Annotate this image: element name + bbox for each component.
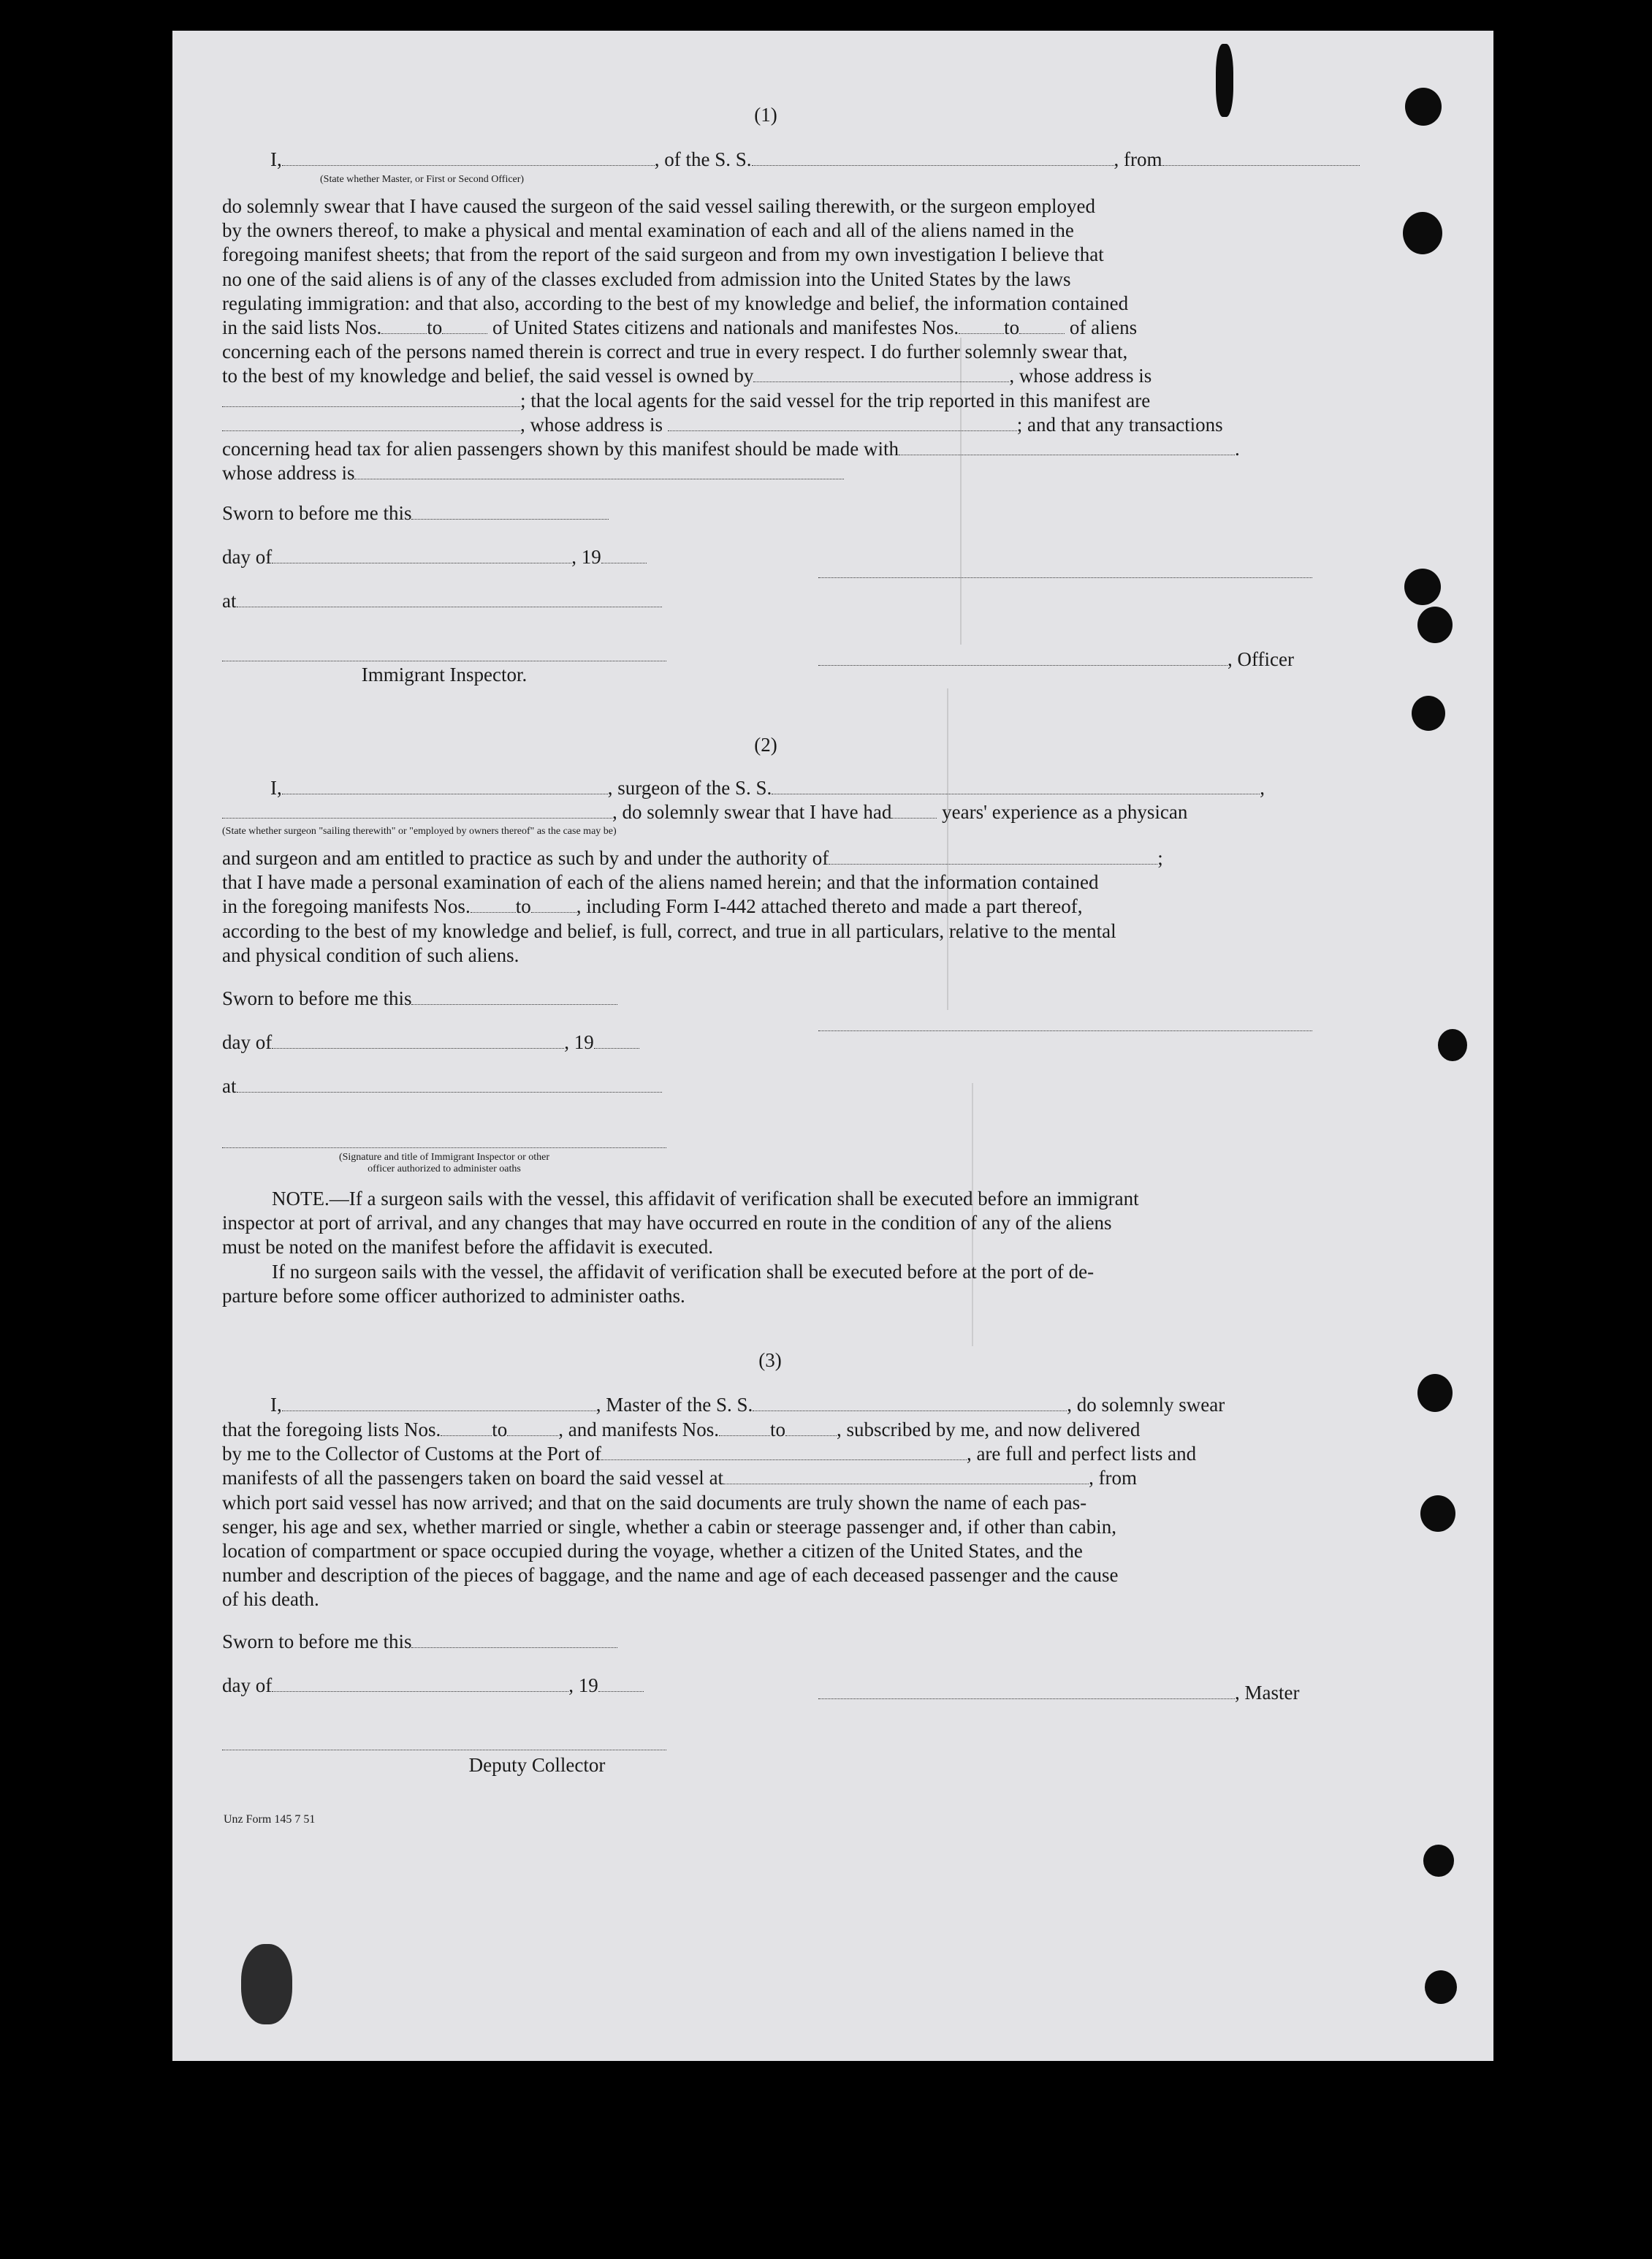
- text-line: by me to the Collector of Customs at the Port of , are full and perfect lists and: [222, 1443, 1197, 1465]
- day-of-line: day of , 19: [222, 545, 647, 569]
- authority-field[interactable]: [829, 848, 1157, 865]
- signature-note: (Signature and title of Immigrant Inspector or other officer authorized to administer oaths: [338, 1152, 550, 1174]
- punch-hole: [1412, 696, 1445, 731]
- text-line: concerning head tax for alien passengers shown by this manifest should be made with .: [222, 438, 1240, 460]
- text-line: , whose address is ; and that any transactions: [222, 413, 1312, 437]
- day-of-line: day of , 19: [222, 1674, 644, 1697]
- deputy-collector-title: Deputy Collector: [468, 1754, 606, 1776]
- label: , from: [1114, 148, 1162, 170]
- note-line: inspector at port of arrival, and any changes that may have occurred en route in the condition of any of the aliens: [222, 1212, 1112, 1234]
- text-line: manifests of all the passengers taken on board the said vessel at , from: [222, 1467, 1138, 1489]
- surgeon-note: (State whether surgeon "sailing therewith" or "employed by owners thereof" as the case may be): [222, 826, 617, 837]
- punch-hole: [1417, 1374, 1453, 1412]
- label: , of the S. S.: [654, 148, 752, 170]
- lists-to-field[interactable]: [507, 1419, 558, 1436]
- section-3-number: (3): [758, 1349, 782, 1371]
- text-line: do solemnly swear that I have caused the surgeon of the said vessel sailing therewith, or the surgeon employed: [222, 195, 1095, 217]
- ink-smudge: [241, 1944, 292, 2024]
- text-line: by the owners thereof, to make a physical and mental examination of each and all of the aliens named in the: [222, 219, 1074, 242]
- manifests-from-field[interactable]: [959, 317, 1004, 334]
- text-line: in the foregoing manifests Nos. to , including Form I-442 attached thereto and made a part thereof,: [222, 895, 1083, 918]
- sworn-line: Sworn to before me this: [222, 987, 617, 1010]
- officer-name-field[interactable]: [282, 149, 655, 166]
- punch-hole: [1423, 1845, 1454, 1877]
- text-line: to the best of my knowledge and belief, the said vessel is owned by , whose address is: [222, 365, 1152, 387]
- text-line: no one of the said aliens is of any of the classes excluded from admission into the United States by the laws: [222, 267, 1071, 290]
- at-place-field[interactable]: [237, 1076, 662, 1093]
- punch-hole: [1403, 212, 1442, 254]
- punch-hole: [1420, 1495, 1455, 1532]
- vessel-name-field[interactable]: [752, 149, 1114, 166]
- text-line: concerning each of the persons named therein is correct and true in every respect. I do further solemnly swear that,: [222, 341, 1128, 363]
- section-3-line-1: I, , Master of the S. S. , do solemnly swear: [270, 1394, 1225, 1416]
- text-line: in the said lists Nos. to of United States citizens and nationals and manifestes Nos. to of aliens: [222, 316, 1138, 339]
- manifests-to-field[interactable]: [785, 1419, 837, 1436]
- master-signature-field[interactable]: [818, 1682, 1235, 1699]
- owner-address-field[interactable]: [222, 390, 520, 407]
- note-line: must be noted on the manifest before the affidavit is executed.: [222, 1236, 714, 1258]
- at-line: at: [222, 589, 662, 612]
- manifests-from-field[interactable]: [719, 1419, 770, 1436]
- section-1-number: (1): [754, 104, 777, 126]
- year-field[interactable]: [598, 1675, 644, 1692]
- text-line: which port said vessel has now arrived; and that on the said documents are truly shown the name of each pas-: [222, 1491, 1087, 1514]
- inspector-signature-line[interactable]: [222, 1147, 666, 1148]
- manifest-from-field[interactable]: [471, 896, 516, 913]
- contact-address-field[interactable]: [354, 463, 844, 479]
- surgeon-signature-line[interactable]: [818, 1030, 1312, 1031]
- month-field[interactable]: [272, 1675, 568, 1692]
- month-field[interactable]: [272, 1032, 564, 1049]
- text-line: senger, his age and sex, whether married or single, whether a cabin or steerage passenger and, if other than cabin,: [222, 1515, 1116, 1538]
- surgeon-name-field[interactable]: [282, 778, 608, 794]
- section-2-number: (2): [754, 734, 777, 756]
- head-tax-contact-field[interactable]: [899, 438, 1235, 455]
- manifests-to-field[interactable]: [1019, 317, 1065, 334]
- master-vessel-field[interactable]: [753, 1394, 1067, 1411]
- sworn-day-field[interactable]: [411, 988, 617, 1005]
- punch-hole: [1438, 1029, 1467, 1061]
- punch-hole: [1417, 607, 1453, 643]
- sworn-day-field[interactable]: [411, 1631, 617, 1648]
- section-3-body: [222, 1418, 1312, 1612]
- section-1-line-1: [270, 148, 1360, 171]
- text-line: regulating immigration: and that also, according to the best of my knowledge and belief, the information contained: [222, 292, 1129, 314]
- inspector-title: Immigrant Inspector.: [361, 664, 528, 686]
- lists-from-field[interactable]: [441, 1419, 492, 1436]
- agents-field[interactable]: [222, 414, 520, 431]
- sworn-line: Sworn to before me this: [222, 501, 609, 525]
- agents-address-field[interactable]: [668, 414, 1017, 431]
- note-block: [222, 1187, 1312, 1308]
- year-field[interactable]: [601, 547, 647, 563]
- text-line: that the foregoing lists Nos. to , and manifests Nos. to , subscribed by me, and now delivered: [222, 1419, 1141, 1440]
- sworn-line: Sworn to before me this: [222, 1630, 617, 1653]
- day-of-line: day of , 19: [222, 1030, 639, 1054]
- text-line: location of compartment or space occupied during the voyage, whether a citizen of the United States, and the: [222, 1540, 1083, 1563]
- text-line: number and description of the pieces of baggage, and the name and age of each deceased passenger and the cause: [222, 1564, 1119, 1587]
- section-2-line-1: I, , surgeon of the S. S. ,: [270, 777, 1265, 799]
- years-field[interactable]: [891, 802, 937, 819]
- month-field[interactable]: [272, 547, 571, 563]
- surgeon-type-field[interactable]: [222, 802, 612, 819]
- lists-to-field[interactable]: [442, 317, 487, 334]
- note-line: parture before some officer authorized to administer oaths.: [222, 1284, 685, 1307]
- at-line: at: [222, 1074, 662, 1098]
- master-line: , Master: [818, 1681, 1299, 1704]
- text-line: and surgeon and am entitled to practice as such by and under the authority of ;: [222, 847, 1163, 869]
- punch-hole: [1404, 569, 1441, 605]
- section-2-line-2: , do solemnly swear that I have had years' experience as a physican: [222, 800, 1187, 824]
- surgeon-vessel-field[interactable]: [772, 778, 1260, 794]
- label: I,: [270, 148, 282, 170]
- text-line: according to the best of my knowledge and belief, is full, correct, and true in all particulars, relative to the mental: [222, 919, 1116, 942]
- officer-signature-line[interactable]: [818, 577, 1312, 578]
- officer-line: , Officer: [818, 648, 1294, 671]
- year-field[interactable]: [594, 1032, 639, 1049]
- text-line: whose address is: [222, 461, 1312, 485]
- sworn-day-field[interactable]: [411, 503, 609, 520]
- text-line: that I have made a personal examination of each of the aliens named herein; and that the information contained: [222, 871, 1099, 894]
- form-id: Unz Form 145 7 51: [224, 1813, 316, 1826]
- text-line: foregoing manifest sheets; that from the report of the said surgeon and from my own investigation I believe that: [222, 243, 1104, 266]
- section-2-body: [222, 846, 1312, 968]
- ink-smudge: [1216, 44, 1233, 117]
- manifest-to-field[interactable]: [531, 896, 576, 913]
- note-line: NOTE.—If a surgeon sails with the vessel, this affidavit of verification shall be executed before an immigrant: [272, 1188, 1139, 1210]
- note-line: If no surgeon sails with the vessel, the affidavit of verification shall be executed before at the port of de-: [272, 1260, 1095, 1283]
- from-port-field[interactable]: [1162, 149, 1360, 166]
- officer-signature-field[interactable]: [818, 649, 1227, 666]
- master-name-field[interactable]: [282, 1394, 596, 1411]
- boarding-port-field[interactable]: [723, 1468, 1089, 1484]
- section-1-body: [222, 194, 1312, 485]
- officer-note: (State whether Master, or First or Second Officer): [320, 174, 525, 185]
- text-line: ; that the local agents for the said vessel for the trip reported in this manifest are: [222, 389, 1312, 413]
- text-line: of his death.: [222, 1588, 319, 1611]
- text-line: and physical condition of such aliens.: [222, 944, 519, 966]
- owner-field[interactable]: [753, 365, 1009, 382]
- punch-hole: [1405, 88, 1442, 126]
- lists-from-field[interactable]: [381, 317, 427, 334]
- port-field[interactable]: [601, 1443, 967, 1460]
- at-place-field[interactable]: [237, 591, 662, 607]
- punch-hole: [1425, 1970, 1457, 2004]
